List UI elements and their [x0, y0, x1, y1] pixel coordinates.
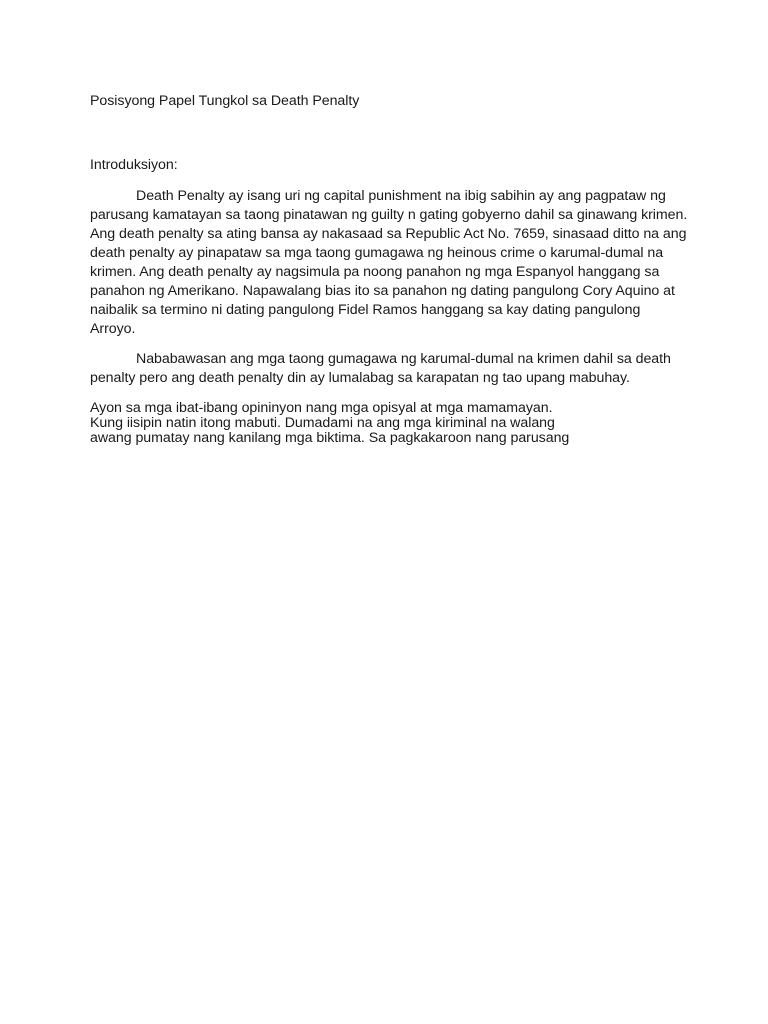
document-title: Posisyong Papel Tungkol sa Death Penalty — [90, 93, 360, 109]
paragraph-line: Nababawasan ang mga taong gumagawa ng karumal-dumal na krimen dahil sa death — [136, 351, 671, 367]
paragraph-line: Arroyo. — [90, 321, 136, 337]
paragraph-line: death penalty ay pinapataw sa mga taong gumagawa ng heinous crime o karumal-dumal na — [90, 245, 664, 261]
paragraph-line: Kung iisipin natin itong mabuti. Dumadami na ang mga kiriminal na walang — [90, 415, 555, 431]
paragraph-line: parusang kamatayan sa taong pinatawan ng guilty n gating gobyerno dahil sa ginawang krimen. — [90, 207, 688, 223]
paragraph-line: panahon ng Amerikano. Napawalang bias ito sa panahon ng dating pangulong Cory Aquino at — [90, 283, 675, 299]
paragraph-1 — [90, 187, 687, 339]
paragraph-3 — [90, 401, 569, 446]
paragraph-line: Ayon sa mga ibat-ibang opininyon nang mga opisyal at mga mamamayan. — [90, 400, 553, 416]
paragraph-line: awang pumatay nang kanilang mga biktima. Sa pagkakaroon nang parusang — [90, 430, 570, 446]
paragraph-2 — [90, 350, 671, 388]
paragraph-line: penalty pero ang death penalty din ay lumalabag sa karapatan ng tao upang mabuhay. — [90, 370, 630, 386]
paragraph-line: naibalik sa termino ni dating pangulong Fidel Ramos hanggang sa kay dating pangulong — [90, 302, 641, 318]
paragraph-line: Ang death penalty sa ating bansa ay nakasaad sa Republic Act No. 7659, sinasaad ditto na ang — [90, 226, 687, 242]
paragraph-line: Death Penalty ay isang uri ng capital punishment na ibig sabihin ay ang pagpataw ng — [136, 188, 666, 204]
paragraph-line: krimen. Ang death penalty ay nagsimula pa noong panahon ng mga Espanyol hanggang sa — [90, 264, 660, 280]
section-heading: Introduksiyon: — [90, 157, 178, 173]
